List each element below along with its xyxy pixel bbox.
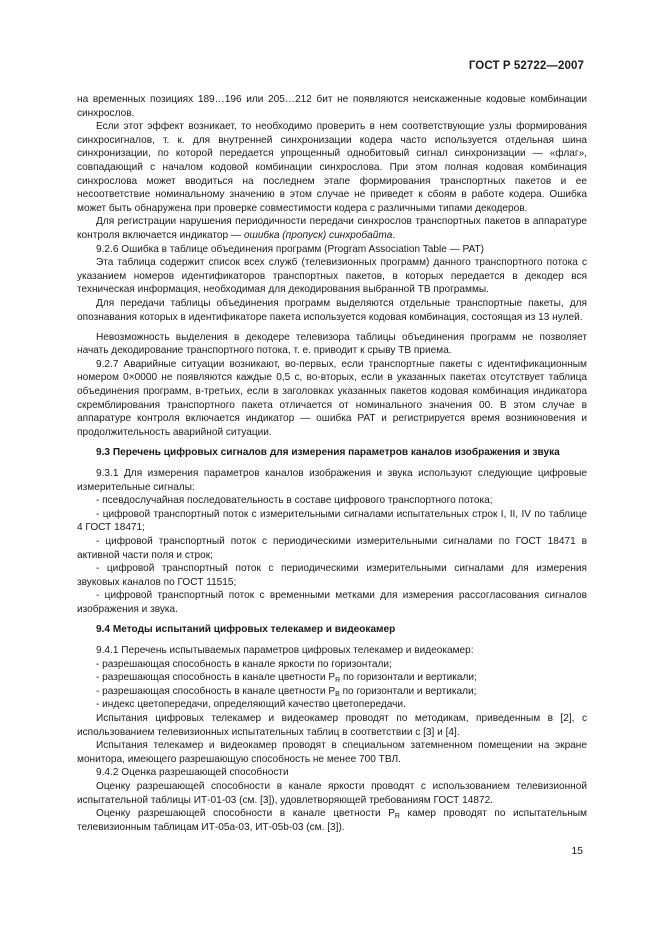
paragraph: Для передачи таблицы объединения программ выделяются отдельные транспортные пакеты, для опознавания которых в идентификаторе пакета используется кодовая комбинация, состоящая из 13 нулей. <box>77 297 587 323</box>
paragraph: 9.3.1 Для измерения параметров каналов изображения и звука используют следующие цифровые измерительные сигналы: <box>77 467 587 493</box>
subsection-title: 9.4.2 Оценка разрешающей способности <box>96 767 289 779</box>
paragraph: 9.4.1 Перечень испытываемых параметров цифровых телекамер и видеокамер: <box>96 645 474 657</box>
document-body <box>77 93 587 834</box>
subsection-title: 9.2.6 Ошибка в таблице объединения программ (Program Association Table — PAT) <box>96 243 485 255</box>
document-header: ГОСТ Р 52722—2007 <box>468 60 584 72</box>
page-number: 15 <box>571 845 583 857</box>
list-item: - цифровой транспортный поток с периодическими измерительными сигналами для измерения звуковых каналов по ГОСТ 11515; <box>77 563 587 588</box>
list-item: - индекс цветопередачи, определяющий качество цветопередачи. <box>96 699 406 711</box>
paragraph: Невозможность выделения в декодере телевизора таблицы объединения программ не позволяет начать декодирование транспортного потока, т. е. приводит к срыву ТВ приема. <box>77 331 587 357</box>
section-heading-9-3: 9.3 Перечень цифровых сигналов для измерения параметров каналов изображения и звука <box>96 447 560 459</box>
paragraph-text: Для регистрации нарушения периодичности передачи синхрослов транспортных пакетов в аппаратуре контроля включается индикатор — <box>77 216 587 241</box>
subscript: R <box>394 813 400 821</box>
paragraph: Если этот эффект возникает, то необходимо проверить в нем соответствующие узлы формирования синхросигналов, т. к. для внутренней синхронизации кодера часто используется отдельная шина синхронизации, по которой передается упрощенный однобитовый сигнал синхронизации — «флаг», совпадающий с началом кодовой комбинации синхрослова. При этом полная кодовая комбинация синхрослова может вводиться на последнем этапе формирования транспортных пакетов и ее несоответствие номинальному значению в этом случае не приведет к сбоям в работе кодера. Ошибка может быть обнаружена при проверке совместимости кодера с различными типами декодеров. <box>77 121 587 214</box>
list-item-text: - разрешающая способность в канале цветности P <box>96 672 336 684</box>
list-item: - цифровой транспортный поток с временными метками для измерения рассогласования сигналов изображения и звука. <box>77 590 587 615</box>
paragraph: Эта таблица содержит список всех служб (телевизионных программ) данного транспортного потока с указанием номеров идентификаторов транспортных пакетов, в которых передается в декодер вся техническая информация, необходимая для декодирования выбранной ТВ программы. <box>77 257 587 296</box>
list-item-text: - разрешающая способность в канале цветности P <box>96 685 336 697</box>
subscript: B <box>335 690 340 698</box>
list-item <box>77 671 587 685</box>
paragraph <box>77 215 587 242</box>
paragraph-end: . <box>392 229 396 241</box>
paragraph: Испытания телекамер и видеокамер проводят в специальном затемненном помещении на экране монитора, имеющего разрешающую способность не менее 700 ТВЛ. <box>77 740 587 765</box>
list-item-text: по горизонтали и вертикали; <box>339 685 477 697</box>
indicator-name: ошибка (пропуск) синхробайта <box>243 229 393 241</box>
paragraph: Испытания цифровых телекамер и видеокамер проводят по методикам, приведенным в [2], с использованием телевизионных испытательных таблиц в соответствии с [3] и [4]. <box>77 713 587 738</box>
list-item: - разрешающая способность в канале яркости по горизонтали; <box>96 658 392 670</box>
paragraph <box>77 807 587 834</box>
paragraph: Оценку разрешающей способности в канале яркости проводят с использованием телевизионной испытательной таблицы ИТ-01-03 (см. [3]), удовлетворяющей требованиям ГОСТ 14872. <box>77 781 587 806</box>
subscript: R <box>335 677 341 685</box>
section-heading-9-4: 9.4 Методы испытаний цифровых телекамер и видеокамер <box>96 624 396 636</box>
paragraph-text: Оценку разрешающей способности в канале цветности P <box>96 808 395 820</box>
list-item: - цифровой транспортный поток с измерительными сигналами испытательных строк I, II, IV по таблице 4 ГОСТ 18471; <box>77 508 587 534</box>
list-item: - псевдослучайная последовательность в составе цифрового транспортного потока; <box>96 495 493 507</box>
list-item <box>77 685 587 699</box>
paragraph: 9.2.7 Аварийные ситуации возникают, во-первых, если транспортные пакеты с идентификационным номером 0×0000 не появляются каждые 0,5 с, во-вторых, если в указанных пакетах отсутствует таблица объединения программ, в-третьих, если в заголовках указанных пакетов кодовая комбинация индикатора скремблирования транспортного пакета отличается от номинального значения 00. В этом случае в аппаратуре контроля включается индикатор — ошибка PAT и регистрируется время возникновения и продолжительность аварийной ситуации. <box>77 358 587 438</box>
list-item-text: по горизонтали и вертикали; <box>340 672 477 684</box>
list-item: - цифровой транспортный поток с периодическими измерительными сигналами по ГОСТ 18471 в активной части поля и строк; <box>77 535 587 561</box>
paragraph: на временных позициях 189…196 или 205…212 бит не появляются неискаженные кодовые комбинации синхрослов. <box>77 94 587 119</box>
paragraph-text: камер проводят по испытательным телевизионным таблицам ИТ-05а-03, ИТ-05b-03 (см. [3]). <box>77 808 587 833</box>
